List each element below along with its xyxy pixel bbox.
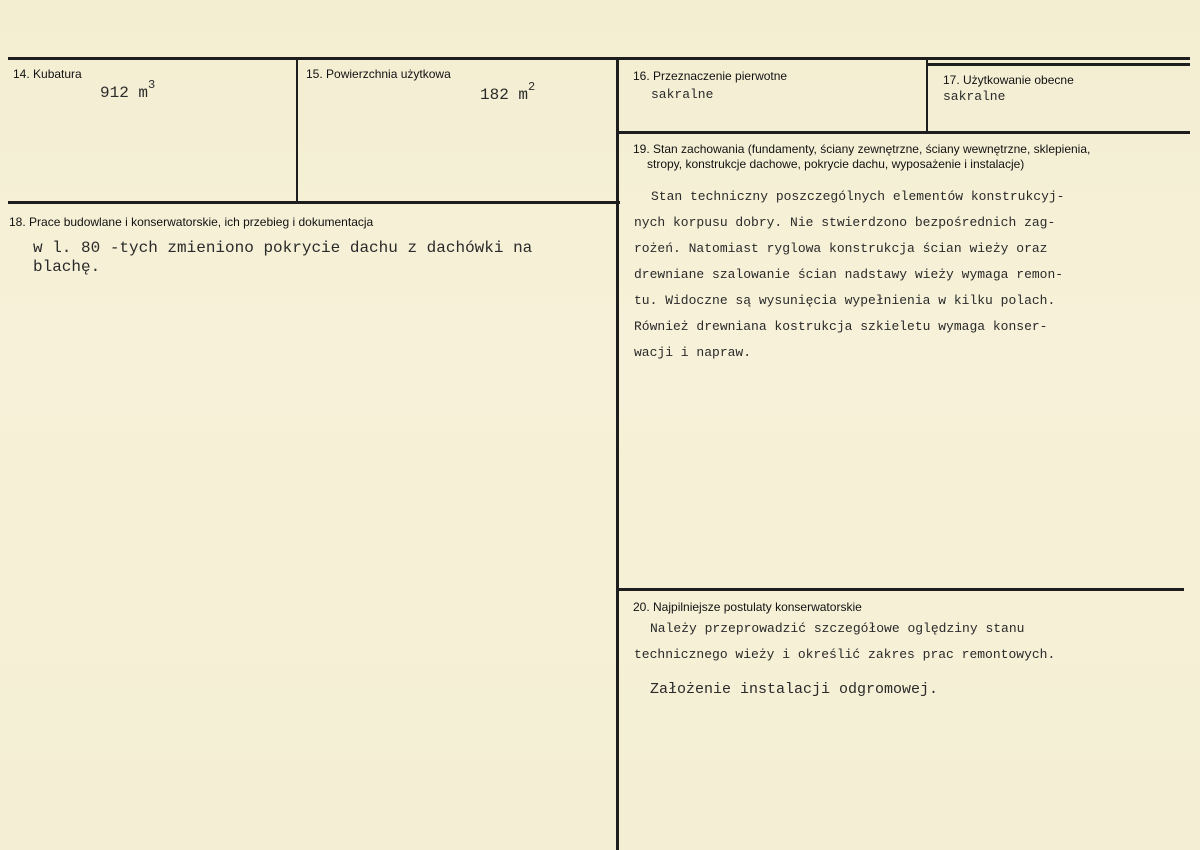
divider-16-17 xyxy=(926,60,928,134)
field-18-line: blachę. xyxy=(33,258,101,276)
field-18-line: w l. 80 -tych zmieniono pokrycie dachu z dachówki na xyxy=(33,239,533,257)
field-20-label: 20. Najpilniejsze postulaty konserwatorskie xyxy=(633,600,862,614)
rule-under-14-15 xyxy=(8,201,620,204)
field-19-label xyxy=(633,142,1090,172)
field-19-line: rożeń. Natomiast ryglowa konstrukcja ścian wieży oraz xyxy=(634,241,1048,256)
field-15-unit-exponent: 2 xyxy=(528,80,536,94)
field-15-value xyxy=(480,80,536,105)
field-18-label: 18. Prace budowlane i konserwatorskie, ich przebieg i dokumentacja xyxy=(9,215,374,229)
field-18-text xyxy=(33,239,532,277)
field-20-text xyxy=(634,616,1055,668)
top-right-rule xyxy=(928,63,1190,66)
field-19-line: tu. Widoczne są wysunięcia wypełnienia w kilku polach. xyxy=(634,293,1056,308)
field-19-line: Również drewniana kostrukcja szkieletu wymaga konser- xyxy=(634,319,1048,334)
field-19-line: Stan techniczny poszczególnych elementów konstrukcyj- xyxy=(651,189,1065,204)
rule-above-20 xyxy=(618,588,1184,591)
field-19-text xyxy=(634,184,1064,366)
field-20-line: technicznego wieży i określić zakres prac remontowych. xyxy=(634,647,1056,662)
field-16-value: sakralne xyxy=(651,87,714,102)
field-19-line: wacji i napraw. xyxy=(634,345,752,360)
field-16-label: 16. Przeznaczenie pierwotne xyxy=(633,69,788,83)
field-19-line: nych korpusu dobry. Nie stwierdzono bezpośrednich zag- xyxy=(634,215,1056,230)
field-20-extra: Założenie instalacji odgromowej. xyxy=(650,681,939,698)
rule-under-16-17 xyxy=(618,131,1190,134)
field-15-number: 182 m xyxy=(480,86,529,104)
field-14-label: 14. Kubatura xyxy=(13,67,82,81)
divider-14-15 xyxy=(296,58,298,203)
field-15-label: 15. Powierzchnia użytkowa xyxy=(306,67,451,81)
field-14-unit-exponent: 3 xyxy=(148,78,156,92)
field-14-value xyxy=(100,78,156,103)
field-19-line: drewniane szalowanie ścian nadstawy wieży wymaga remon- xyxy=(634,267,1064,282)
field-20-line: Należy przeprowadzić szczegółowe oględziny stanu xyxy=(650,621,1025,636)
field-19-label-line: stropy, konstrukcje dachowe, pokrycie dachu, wyposażenie i instalacje) xyxy=(647,157,1025,171)
field-17-value: sakralne xyxy=(943,89,1006,104)
divider-main xyxy=(616,58,619,850)
field-17-label: 17. Użytkowanie obecne xyxy=(943,73,1074,87)
top-rule xyxy=(8,57,1190,60)
field-14-number: 912 m xyxy=(100,84,149,102)
field-19-label-line: 19. Stan zachowania (fundamenty, ściany zewnętrzne, ściany wewnętrzne, sklepienia, xyxy=(633,142,1091,156)
